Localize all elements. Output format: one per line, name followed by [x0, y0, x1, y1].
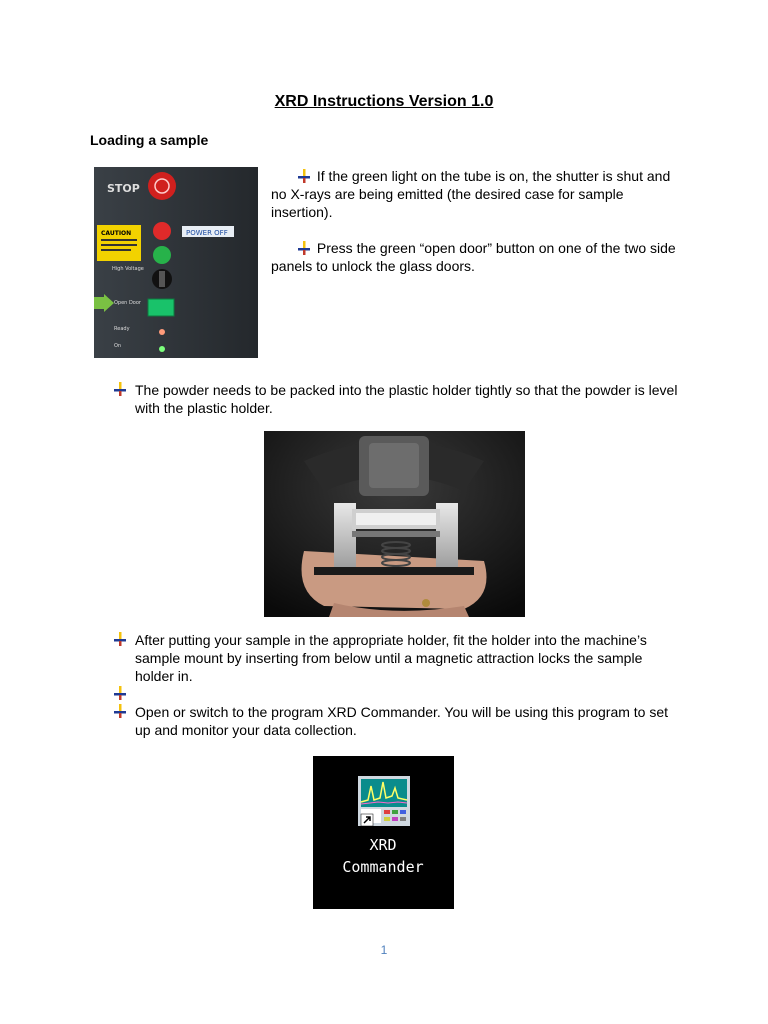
section-title: Loading a sample	[90, 132, 209, 148]
commander-label-line1: XRD	[369, 836, 397, 854]
document-title: XRD Instructions Version 1.0	[274, 93, 494, 110]
bullet-empty	[113, 685, 683, 700]
xrd-commander-app-icon[interactable]	[358, 776, 410, 826]
paragraph-green-light	[271, 167, 681, 221]
bullet-text: The powder needs to be packed into the plastic holder tightly so that the powder is level with the plastic holder.	[135, 382, 678, 416]
open-door-label: Open Door	[114, 300, 141, 306]
paragraph-text: Press the green “open door” button on one of the two side panels to unlock the glass doors.	[271, 240, 676, 274]
commander-label-line2: Commander	[342, 858, 424, 876]
power-off-label: POWER OFF	[186, 229, 228, 237]
on-label: On	[114, 343, 122, 349]
high-voltage-label: High Voltage	[112, 266, 144, 272]
pushpin-bullet-icon	[113, 382, 127, 396]
open-door-button-shape	[148, 299, 174, 316]
bullet-xrd-commander	[113, 703, 683, 739]
stop-label: STOP	[107, 182, 140, 195]
red-light-shape	[153, 222, 171, 240]
xrd-commander-label	[313, 834, 453, 878]
pushpin-bullet-icon	[113, 686, 127, 700]
pushpin-bullet-icon	[297, 241, 311, 255]
control-panel-photo	[94, 167, 258, 358]
caution-label: CAUTION	[101, 230, 132, 237]
page-number: 1	[380, 943, 388, 957]
paragraph-open-door	[271, 239, 681, 275]
green-light-shape	[153, 246, 171, 264]
bullet-fit-holder	[113, 631, 683, 685]
sample-holder-photo	[264, 431, 525, 617]
pushpin-bullet-icon	[297, 169, 311, 183]
bullet-text: After putting your sample in the appropriate holder, fit the holder into the machine’s sample mount by inserting from below until a magnetic attraction locks the sample holder in.	[135, 632, 647, 684]
ready-label: Ready	[114, 326, 130, 332]
bullet-text: Open or switch to the program XRD Commander. You will be using this program to set up and monitor your data collection.	[135, 704, 669, 738]
stop-button-shape	[148, 172, 176, 200]
pushpin-bullet-icon	[113, 632, 127, 646]
paragraph-text: If the green light on the tube is on, the shutter is shut and no X-rays are being emitted (the desired case for sample insertion).	[271, 168, 671, 220]
bullet-powder	[113, 381, 683, 417]
pushpin-bullet-icon	[113, 704, 127, 718]
xrd-commander-icon-screenshot[interactable]	[313, 756, 454, 909]
